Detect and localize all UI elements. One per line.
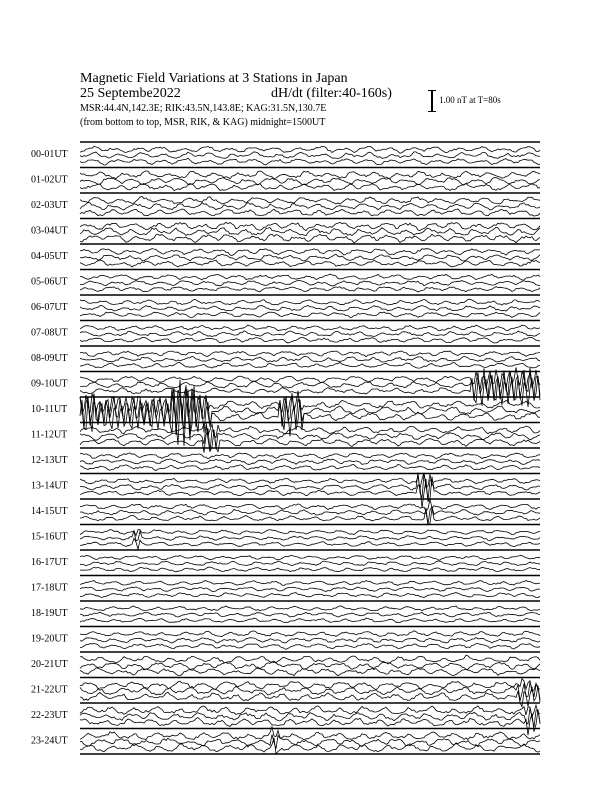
row-label: 10-11UT — [31, 404, 68, 415]
trace-kag — [80, 655, 540, 663]
trace-kag — [80, 606, 540, 611]
station-coordinates: MSR:44.4N,142.3E; RIK:43.5N,143.8E; KAG:31.5N,130.7E — [80, 103, 327, 114]
trace-rik — [80, 587, 540, 592]
trace-msr — [80, 158, 540, 165]
row-label: 03-04UT — [31, 225, 68, 237]
row-label: 07-08UT — [31, 327, 68, 339]
trace-msr — [80, 337, 540, 343]
trace-msr — [80, 738, 540, 754]
row-label: 21-22UT — [31, 684, 68, 696]
row-label: 05-06UT — [31, 276, 68, 288]
trace-kag — [80, 530, 540, 536]
row-label: 01-02UT — [31, 174, 68, 186]
trace-msr — [80, 644, 540, 650]
row-label: 18-19UT — [31, 608, 68, 619]
trace-rik — [80, 612, 540, 617]
row-label: 11-12UT — [31, 429, 68, 441]
trace-msr — [80, 287, 540, 292]
hour-row — [31, 270, 540, 293]
row-label: 13-14UT — [31, 480, 68, 492]
hour-row — [31, 627, 540, 650]
trace-rik — [80, 202, 540, 210]
trace-kag — [80, 499, 540, 511]
hour-row — [31, 525, 540, 550]
trace-rik — [80, 178, 540, 185]
row-label: 14-15UT — [31, 506, 68, 517]
trace-rik — [80, 459, 540, 465]
trace-kag — [80, 325, 540, 331]
trace-kag — [80, 249, 540, 256]
hour-row — [31, 142, 540, 165]
hour-row — [31, 652, 540, 676]
trace-kag — [80, 196, 540, 204]
hour-row — [31, 219, 540, 243]
trace-kag — [80, 422, 540, 437]
trace-msr — [80, 618, 540, 623]
chart-title: Magnetic Field Variations at 3 Stations in Japan — [80, 71, 348, 86]
trace-msr — [80, 465, 540, 471]
trace-msr — [80, 428, 540, 452]
hour-row — [31, 346, 540, 368]
row-label: 20-21UT — [31, 659, 68, 670]
row-label: 22-23UT — [31, 710, 68, 721]
trace-kag — [80, 705, 540, 717]
trace-kag — [80, 679, 540, 692]
hour-row — [31, 550, 540, 572]
hour-row — [31, 601, 540, 623]
hour-row — [31, 703, 540, 735]
hour-row — [31, 168, 540, 191]
trace-msr — [80, 593, 540, 598]
hour-row — [31, 295, 540, 318]
hour-row — [31, 448, 540, 471]
trace-rik — [80, 356, 540, 362]
trace-rik — [80, 306, 540, 312]
trace-msr — [80, 508, 540, 525]
trace-kag — [80, 351, 540, 357]
row-label: 16-17UT — [31, 557, 68, 568]
trace-msr — [80, 362, 540, 368]
hour-row — [31, 727, 540, 754]
trace-msr — [80, 183, 540, 190]
trace-kag — [80, 453, 540, 459]
row-label: 04-05UT — [31, 251, 68, 262]
trace-msr — [80, 260, 540, 267]
row-label: 02-03UT — [31, 200, 68, 211]
trace-kag — [80, 631, 540, 637]
hour-row — [31, 499, 540, 525]
trace-msr — [80, 312, 540, 318]
hour-row — [31, 321, 540, 344]
row-label: 00-01UT — [31, 149, 68, 160]
trace-msr — [80, 668, 540, 676]
row-label: 12-13UT — [31, 455, 68, 466]
trace-msr — [80, 538, 540, 549]
trace-kag — [80, 581, 540, 586]
row-label: 06-07UT — [31, 302, 68, 313]
hour-row — [31, 193, 540, 216]
trace-kag — [80, 555, 540, 560]
scale-label: 1.00 nT at T=80s — [439, 95, 501, 105]
trace-rik — [80, 331, 540, 337]
trace-rik — [80, 280, 540, 286]
trace-rik — [80, 152, 540, 159]
hour-row — [31, 380, 540, 446]
trace-msr — [80, 209, 540, 216]
trace-kag — [80, 146, 540, 153]
trace-rik — [80, 507, 540, 525]
trace-msr — [80, 567, 540, 572]
station-order-note: (from bottom to top, MSR, RIK, & KAG) midnight=1500UT — [80, 117, 326, 128]
trace-kag — [80, 222, 540, 230]
trace-msr — [80, 234, 540, 243]
hour-row — [31, 576, 540, 598]
trace-rik — [80, 561, 540, 566]
trace-rik — [80, 638, 540, 644]
row-label: 15-16UT — [31, 531, 68, 543]
trace-rik — [80, 254, 540, 261]
hour-row — [31, 244, 540, 267]
trace-rik — [80, 472, 540, 500]
row-label: 08-09UT — [31, 353, 68, 364]
hour-row — [31, 472, 540, 508]
chart-filter: dH/dt (filter:40-160s) — [271, 86, 392, 101]
trace-rik — [80, 682, 540, 702]
trace-rik — [80, 662, 540, 669]
trace-kag — [80, 171, 540, 179]
row-label: 23-24UT — [31, 735, 68, 747]
chart-date: 25 Septembe2022 — [80, 86, 181, 101]
trace-kag — [80, 274, 540, 280]
row-label: 09-10UT — [31, 378, 68, 390]
row-label: 19-20UT — [31, 633, 68, 645]
trace-kag — [80, 299, 540, 305]
row-label: 17-18UT — [31, 582, 68, 594]
